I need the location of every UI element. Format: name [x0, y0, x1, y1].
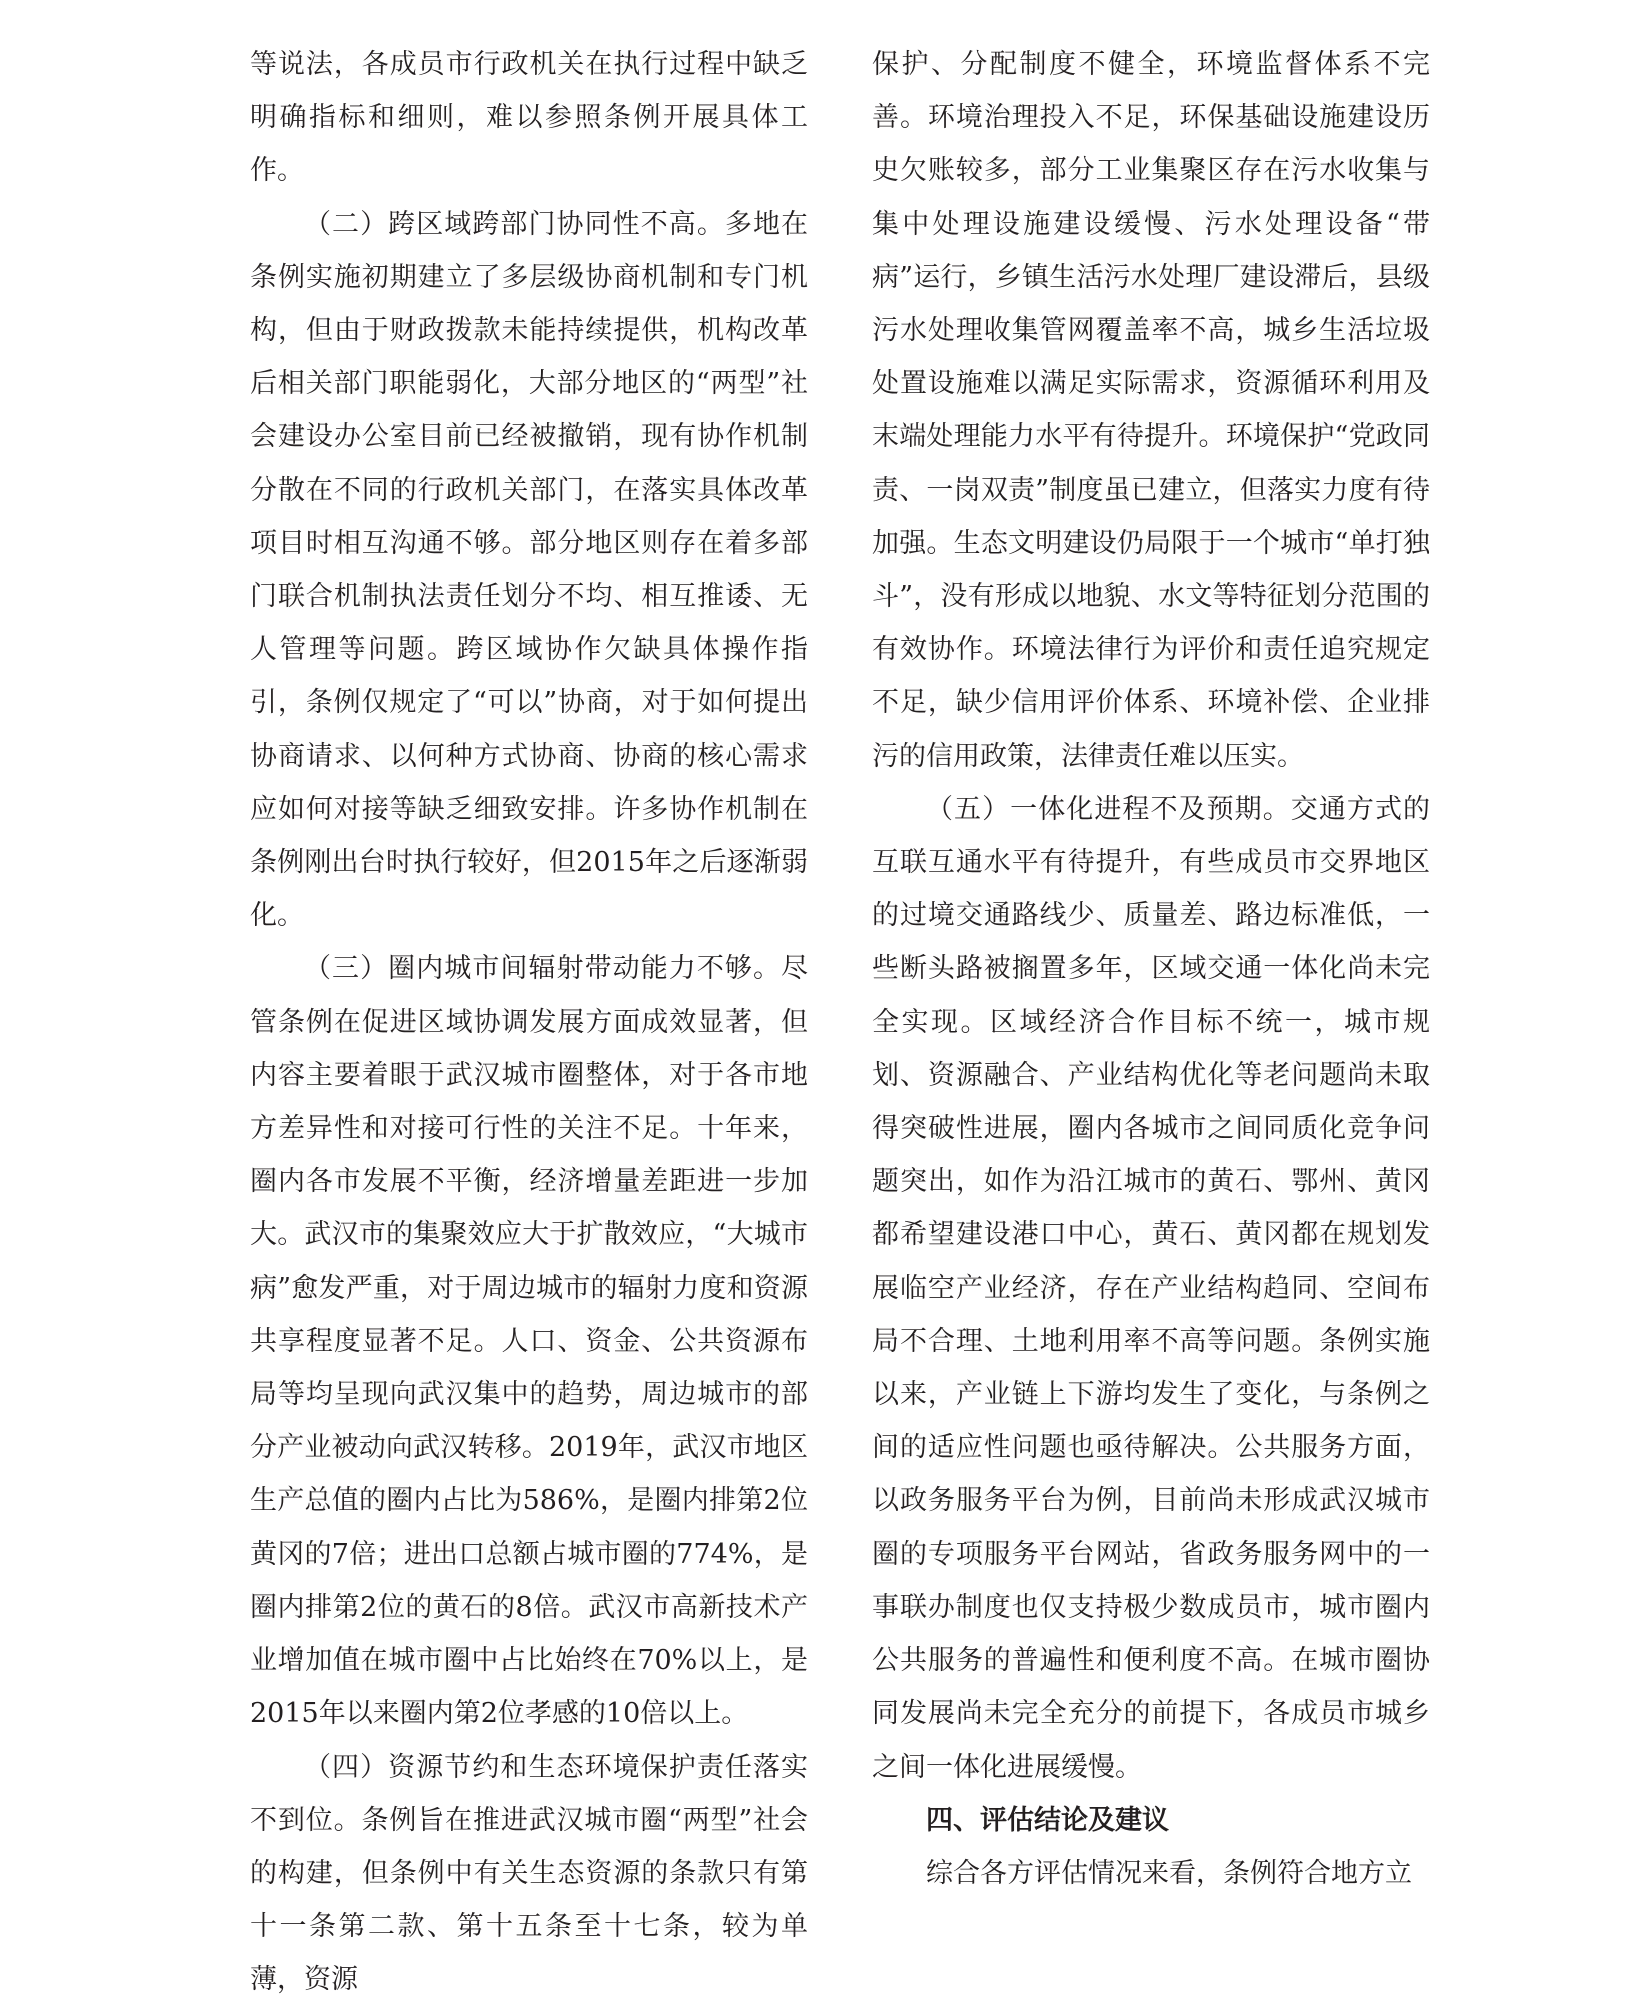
paragraph-section-5: （五）一体化进程不及预期。交通方式的互联互通水平有待提升，有些成员市交界地区的过境交通路线少、质量差、路边标准低，一些断头路被搁置多年，区域交通一体化尚未完全实现。区域经济合作目标不统一，城市规划、资源融合、产业结构优化等老问题尚未取得突破性进展，圈内各城市之间同质化竞争问题突出，如作为沿江城市的黄石、鄂州、黄冈都希望建设港口中心，黄石、黄冈都在规划发展临空产业经济，存在产业结构趋同、空间布局不合理、土地利用率不高等问题。条例实施以来，产业链上下游均发生了变化，与条例之间的适应性问题也亟待解决。公共服务方面，以政务服务平台为例，目前尚未形成武汉城市圈的专项服务平台网站，省政务服务网中的一事联办制度也仅支持极少数成员市，城市圈内公共服务的普遍性和便利度不高。在城市圈协同发展尚未完全充分的前提下，各成员市城乡之间一体化进展缓慢。 [872, 793, 1430, 1783]
paragraph-conclusion-start: 综合各方评估情况来看，条例符合地方立 [926, 1857, 1412, 1889]
right-column [872, 38, 1430, 2007]
paragraph-section-3: （三）圈内城市间辐射带动能力不够。尽管条例在促进区域协调发展方面成效显著，但内容主要着眼于武汉城市圈整体，对于各市地方差异性和对接可行性的关注不足。十年来，圈内各市发展不平衡，经济增量差距进一步加大。武汉市的集聚效应大于扩散效应，“大城市病”愈发严重，对于周边城市的辐射力度和资源共享程度显著不足。人口、资金、公共资源布局等均呈现向武汉集中的趋势，周边城市的部分产业被动向武汉转移。2019年，武汉市地区生产总值的圈内占比为586%，是圈内排第2位黄冈的7倍；进出口总额占城市圈的774%，是圈内排第2位的黄石的8倍。武汉市高新技术产业增加值在城市圈中占比始终在70%以上，是2015年以来圈内第2位孝感的10倍以上。 [250, 953, 808, 1730]
paragraph-section-2: （二）跨区域跨部门协同性不高。多地在条例实施初期建立了多层级协商机制和专门机构，但由于财政拨款未能持续提供，机构改革后相关部门职能弱化，大部分地区的“两型”社会建设办公室目前已经被撤销，现有协作机制分散在不同的行政机关部门，在落实具体改革项目时相互沟通不够。部分地区则存在着多部门联合机制执法责任划分不均、相互推诿、无人管理等问题。跨区域协作欠缺具体操作指引，条例仅规定了“可以”协商，对于如何提出协商请求、以何种方式协商、协商的核心需求应如何对接等缺乏细致安排。许多协作机制在条例刚出台时执行较好，但2015年之后逐渐弱化。 [250, 208, 808, 932]
section-heading: 四、评估结论及建议 [926, 1804, 1169, 1836]
document-page [250, 38, 1430, 2007]
paragraph-continuation: 等说法，各成员市行政机关在执行过程中缺乏明确指标和细则，难以参照条例开展具体工作。 [250, 49, 808, 187]
paragraph-section-4-start: （四）资源节约和生态环境保护责任落实不到位。条例旨在推进武汉城市圈“两型”社会的构建，但条例中有关生态资源的条款只有第十一条第二款、第十五条至十七条，较为单薄，资源 [250, 1751, 808, 1996]
paragraph-section-4-continuation: 保护、分配制度不健全，环境监督体系不完善。环境治理投入不足，环保基础设施建设历史欠账较多，部分工业集聚区存在污水收集与集中处理设施建设缓慢、污水处理设备“带病”运行，乡镇生活污水处理厂建设滞后，县级污水处理收集管网覆盖率不高，城乡生活垃圾处置设施难以满足实际需求，资源循环利用及末端处理能力水平有待提升。环境保护“党政同责、一岗双责”制度虽已建立，但落实力度有待加强。生态文明建设仍局限于一个城市“单打独斗”，没有形成以地貌、水文等特征划分范围的有效协作。环境法律行为评价和责任追究规定不足，缺少信用评价体系、环境补偿、企业排污的信用政策，法律责任难以压实。 [872, 49, 1430, 772]
left-column [250, 38, 808, 2007]
